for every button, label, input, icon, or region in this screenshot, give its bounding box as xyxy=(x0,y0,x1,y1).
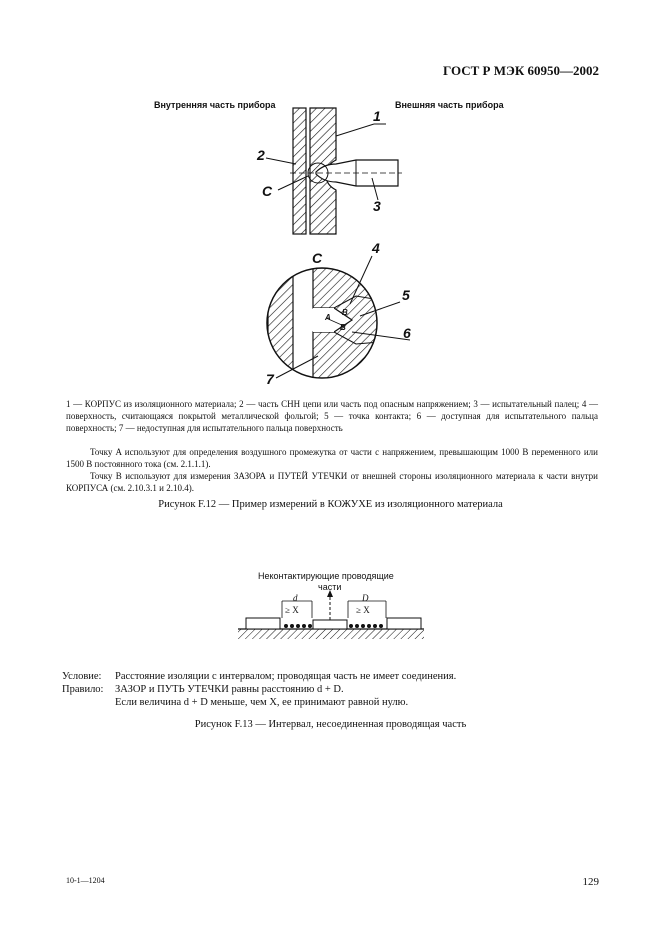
insulation-surface xyxy=(238,629,424,639)
paragraph-point-b: Точку B используют для измерения ЗАЗОРА и ПУТЕЙ УТЕЧКИ от внешней стороны изоляционного материала к части внутри КОРПУСА (см. 2.10.3.1 и 2.10.4). xyxy=(66,471,598,493)
point-b-lower: B xyxy=(340,323,346,332)
d-label: d xyxy=(293,593,298,603)
condition-label: Условие: xyxy=(62,671,102,682)
footer-code: 10-1—1204 xyxy=(66,876,105,885)
callout-4: 4 xyxy=(372,240,380,256)
D-label: D xyxy=(362,593,369,603)
floating-part xyxy=(313,620,347,629)
inside-label: Внутренняя часть прибора xyxy=(154,100,276,110)
callout-6: 6 xyxy=(403,325,411,341)
callout-1: 1 xyxy=(373,108,381,124)
rule-label: Правило: xyxy=(62,684,104,695)
callout-2: 2 xyxy=(257,147,265,163)
document-header: ГОСТ Р МЭК 60950—2002 xyxy=(443,63,599,78)
d-condition: ≥ X xyxy=(285,605,299,615)
conductive-part-2 xyxy=(293,108,306,234)
figure-f12-legend: 1 — КОРПУС из изоляционного материала; 2 — часть СНН цепи или часть под опасным напряжением; 3 — испытательный палец; 4 — поверхность, считающаяся покрытой металлической фольгой; 5 — точка контакта; 6 — доступная для испытательного пальца поверхность; 7 — недоступная для испытательного пальца поверхность xyxy=(66,399,598,433)
figure-f12-caption: Рисунок F.12 — Пример измерений в КОЖУХЕ из изоляционного материала xyxy=(158,499,503,510)
paragraph-point-a: Точку A используют для определения воздушного промежутка от части с напряжением, превышающим 1000 В переменного или 1500 В постоянного тока (см. 2.1.1.1). xyxy=(66,447,598,469)
rule-text-2: Если величина d + D меньше, чем X, ее принимают равной нулю. xyxy=(115,697,409,708)
figure-f13-caption: Рисунок F.13 — Интервал, несоединенная проводящая часть xyxy=(194,719,467,730)
callout-7: 7 xyxy=(266,371,274,387)
callout-c-detail: C xyxy=(312,250,323,266)
conductor-right xyxy=(387,618,421,629)
f13-label-line1: Неконтактирующие проводящие xyxy=(258,571,394,581)
outside-label: Внешняя часть прибора xyxy=(395,100,504,110)
condition-text: Расстояние изоляции с интервалом; проводящая часть не имеет соединения. xyxy=(115,671,457,682)
point-a: A xyxy=(325,313,331,322)
rule-text: ЗАЗОР и ПУТЬ УТЕЧКИ равны расстоянию d + D. xyxy=(115,684,344,695)
page-number: 129 xyxy=(582,876,599,888)
callout-3: 3 xyxy=(373,198,381,214)
callout-5: 5 xyxy=(402,287,410,303)
callout-c-top: C xyxy=(262,183,273,199)
f13-label-line2: части xyxy=(318,582,342,592)
D-condition: ≥ X xyxy=(356,605,370,615)
conductor-left xyxy=(246,618,280,629)
point-b-upper: B xyxy=(342,308,348,317)
